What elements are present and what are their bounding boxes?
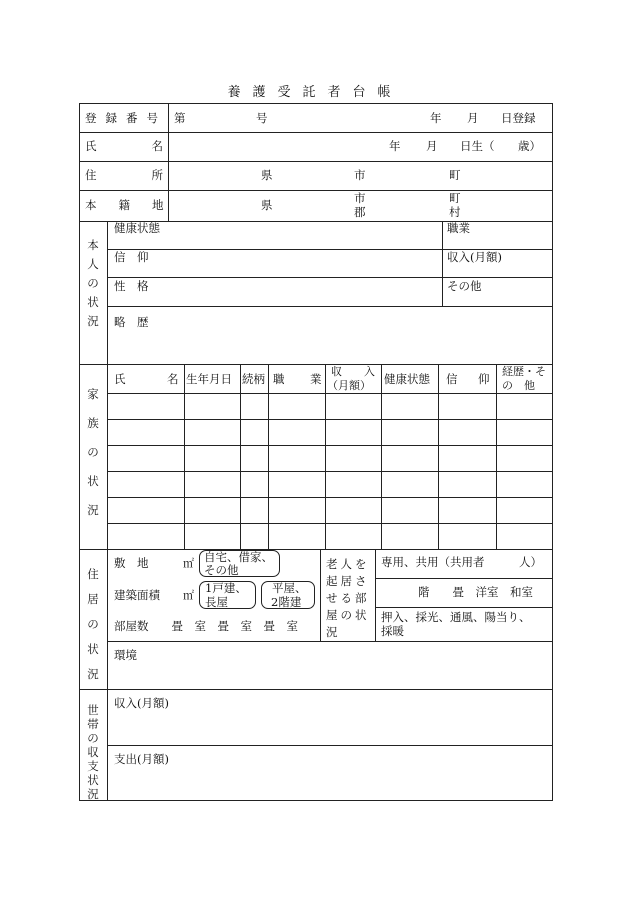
year-label: 年 (430, 111, 442, 125)
divider (107, 471, 553, 472)
divider (496, 364, 497, 549)
divider (268, 364, 269, 549)
site-options-a: 自宅、借家、 (204, 550, 273, 564)
family-col-other-a: 経歴・そ (502, 365, 546, 378)
occupation-label: 職業 (447, 221, 470, 235)
building-type-b: 長屋 (205, 595, 228, 609)
stories-b: 2階建 (271, 595, 302, 609)
floor-tatami-label: 階 畳 洋室 和室 (418, 585, 533, 599)
family-col-income-b: （月額） (327, 379, 371, 392)
birth-month-label: 月 (426, 139, 438, 153)
family-col-job-b: 業 (310, 372, 322, 386)
divider (325, 364, 326, 549)
name-label: 氏名 (85, 139, 218, 153)
rooms-label: 部屋数 畳 室 畳 室 畳 室 (114, 619, 298, 633)
town-label: 町 (449, 168, 461, 182)
divider (79, 132, 553, 133)
health-label: 健康状態 (114, 221, 160, 235)
divider (320, 549, 321, 641)
shared-label: 専用、共用（共用者 人） (381, 555, 542, 569)
household-income-label: 収入(月額) (114, 696, 169, 710)
income-label: 収入(月額) (447, 250, 502, 264)
divider (79, 364, 553, 365)
divider (107, 745, 553, 746)
divider (79, 549, 553, 550)
domicile-village-label: 村 (449, 205, 461, 219)
divider (107, 393, 553, 394)
divider (107, 306, 553, 307)
divider (107, 641, 553, 642)
registered-day-label: 日登録 (501, 111, 536, 125)
divider (107, 221, 108, 801)
environment-label: 環境 (114, 648, 137, 662)
go-label: 号 (256, 111, 268, 125)
birth-year-label: 年 (389, 139, 401, 153)
registration-number-label: 登録番号 (85, 111, 167, 125)
site-options-b: その他 (204, 563, 239, 577)
domicile-label: 本籍地 (85, 198, 186, 212)
site-m2-label: ㎡ (183, 557, 194, 570)
divider (79, 190, 553, 191)
domicile-city-label: 市 (354, 191, 366, 205)
divider (375, 607, 553, 608)
family-col-faith-a: 信 (446, 372, 458, 386)
history-label: 略 歴 (114, 315, 149, 329)
divider (107, 419, 553, 420)
birth-day-label: 日生（ (460, 139, 495, 153)
other-label: その他 (447, 279, 482, 293)
domicile-prefecture-label: 県 (261, 198, 273, 212)
floor-area-label: 建築面積 (114, 588, 160, 602)
faith-label: 信 仰 (114, 250, 149, 264)
divider (79, 161, 553, 162)
divider (375, 578, 553, 579)
divider (107, 277, 553, 278)
character-label: 性 格 (114, 279, 149, 293)
floor-area-m2-label: ㎡ (183, 589, 194, 602)
family-col-name-a: 氏 (114, 372, 126, 386)
divider (375, 549, 376, 641)
family-col-job-a: 職 (273, 372, 285, 386)
dai-label: 第 (174, 111, 186, 125)
address-label: 住所 (85, 168, 218, 182)
features-b: 採暖 (381, 624, 404, 638)
family-col-other-b: の 他 (502, 379, 535, 392)
divider (240, 364, 241, 549)
family-section-label: 家族の状況 (87, 387, 99, 517)
family-col-health: 健康状態 (384, 372, 430, 386)
finance-section-label: 世帯の収支状況 (87, 703, 99, 801)
housing-section-label: 住居の状況 (87, 567, 99, 681)
building-type-a: 1戸建、 (205, 581, 247, 595)
elder-room-label: 老人を起居させる部屋の状況 (326, 557, 370, 639)
family-col-income-a: 収 入 (331, 365, 375, 378)
divider (438, 364, 439, 549)
divider (184, 364, 185, 549)
divider (442, 221, 443, 306)
month-label: 月 (467, 111, 479, 125)
family-col-faith-b: 仰 (478, 372, 490, 386)
divider (107, 445, 553, 446)
divider (79, 689, 553, 690)
divider (107, 523, 553, 524)
family-col-name-b: 名 (167, 372, 179, 386)
age-label: 歳） (518, 139, 541, 153)
divider (381, 364, 382, 549)
site-label: 敷 地 (114, 556, 149, 570)
self-section-label: 本人の状況 (87, 238, 99, 328)
features-a: 押入、採光、通風、陽当り、 (381, 610, 531, 624)
page-title: 養護受託者台帳 (227, 85, 403, 100)
family-col-relation: 続柄 (242, 372, 265, 386)
domicile-town-label: 町 (449, 191, 461, 205)
prefecture-label: 県 (261, 168, 273, 182)
divider (107, 497, 553, 498)
household-expense-label: 支出(月額) (114, 752, 169, 766)
domicile-county-label: 郡 (354, 205, 366, 219)
city-label: 市 (354, 168, 366, 182)
family-col-birth: 生年月日 (186, 372, 232, 386)
stories-a: 平屋、 (272, 581, 307, 595)
